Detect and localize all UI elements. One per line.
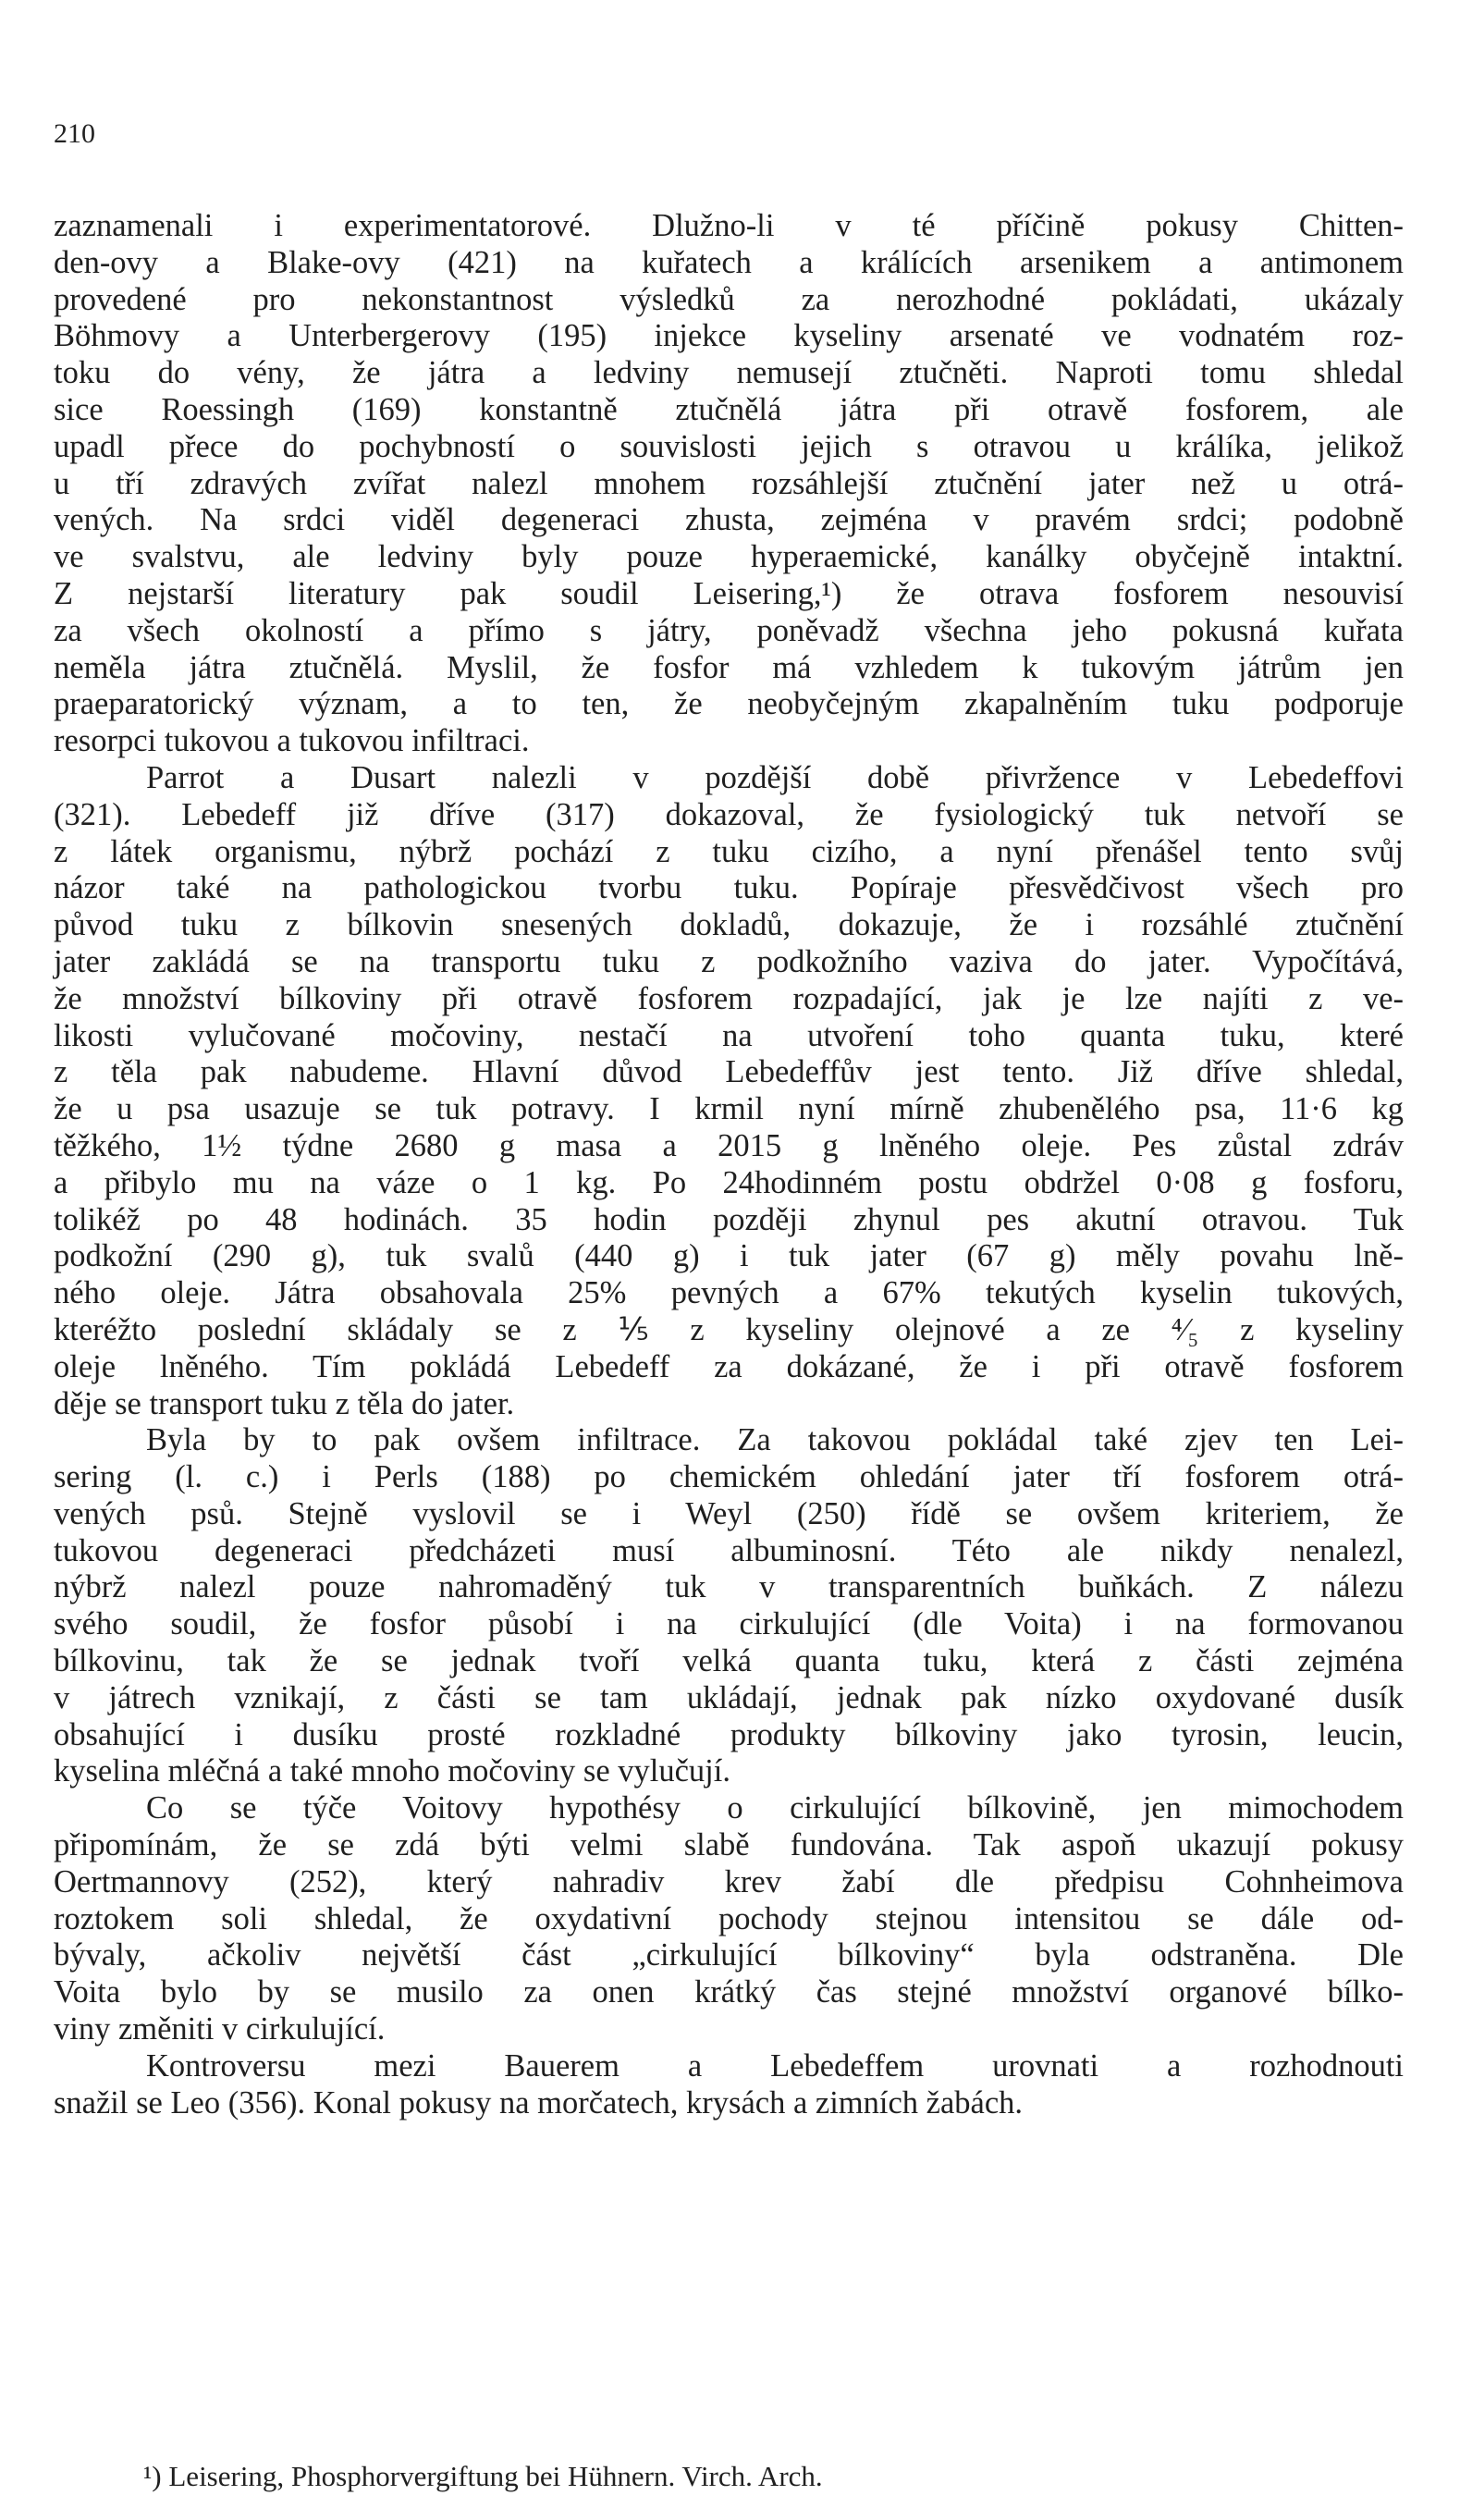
text-line: praeparatorický význam, a to ten, že neobyčejným zkapalněním tuku podporuje [54,686,1404,722]
text-line: Kontroversu mezi Bauerem a Lebedeffem urovnati a rozhodnouti [146,2047,1404,2084]
text-line: roztokem soli shledal, že oxydativní pochody stejnou intensitou se dále od- [54,1900,1404,1936]
text-line: názor také na pathologickou tvorbu tuku. Popíraje přesvědčivost všech pro [54,870,1404,906]
text-line: kyselina mléčná a také mnoho močoviny se vylučují. [54,1753,730,1789]
text-line: že u psa usazuje se tuk potravy. I krmil nyní mírně zhubenělého psa, 11·6 kg [54,1091,1404,1127]
text-line: ného oleje. Játra obsahovala 25% pevných a 67% tekutých kyselin tukových, [54,1275,1404,1311]
text-line: jater zakládá se na transportu tuku z podkožního vaziva do jater. Vypočítává, [54,943,1404,979]
text-line: připomínám, že se zdá býti velmi slabě fundována. Tak aspoň ukazují pokusy [54,1827,1404,1863]
text-line: původ tuku z bílkovin snesených dokladů, dokazuje, že i rozsáhlé ztučnění [54,907,1404,943]
text-line: Parrot a Dusart nalezli v pozdější době přivržence v Lebedeffovi [146,759,1404,795]
text-line: obsahující i dusíku prosté rozkladné produkty bílkoviny jako tyrosin, leucin, [54,1716,1404,1752]
text-line: u tří zdravých zvířat nalezl mnohem rozsáhlejší ztučnění jater než u otrá- [54,465,1404,501]
text-line: tolikéž po 48 hodinách. 35 hodin později zhynul pes akutní otravou. Tuk [54,1201,1404,1237]
text-line: viny změniti v cirkulující. [54,2011,386,2047]
text-line: oleje lněného. Tím pokládá Lebedeff za dokázané, že i při otravě fosforem [54,1348,1404,1384]
text-line: a přibylo mu na váze o 1 kg. Po 24hodinném postu obdržel 0·08 g fosforu, [54,1164,1404,1200]
text-line: provedené pro nekonstantnost výsledků za nerozhodné pokládati, ukázaly [54,281,1404,317]
page-number: 210 [54,118,95,149]
text-line: z těla pak nabudeme. Hlavní důvod Lebedeffův jest tento. Již dříve shledal, [54,1054,1404,1090]
text-line: snažil se Leo (356). Konal pokusy na morčatech, krysách a zimních žabách. [54,2084,1024,2120]
text-line: bývaly, ačkoliv největší část „cirkulující bílkoviny“ byla odstraněna. Dle [54,1937,1404,1973]
text-line: kteréžto poslední skládaly se z ⅕ z kyseliny olejnové a ze ⁴⁄₅ z kyseliny [54,1311,1404,1347]
text-line: Böhmovy a Unterbergerovy (195) injekce kyseliny arsenaté ve vodnatém roz- [54,318,1404,354]
text-line: sering (l. c.) i Perls (188) po chemickém ohledání jater tří fosforem otrá- [54,1459,1404,1495]
text-line: nýbrž nalezl pouze nahromaděný tuk v transparentních buňkách. Z nálezu [54,1569,1404,1605]
paragraph [54,1790,1404,2048]
text-line: Voita bylo by se musilo za onen krátký čas stejné množství organové bílko- [54,1974,1404,2010]
text-line: Oertmannovy (252), který nahradiv krev žabí dle předpisu Cohnheimova [54,1863,1404,1899]
text-line: že množství bílkoviny při otravě fosforem rozpadající, jak je lze najíti z ve- [54,980,1404,1016]
text-line: podkožní (290 g), tuk svalů (440 g) i tuk jater (67 g) měly povahu lně- [54,1238,1404,1274]
paragraph [54,2048,1404,2122]
text-line: zaznamenali i experimentatorové. Dlužno-li v té příčině pokusy Chitten- [54,208,1404,243]
text-line: den-ovy a Blake-ovy (421) na kuřatech a králících arsenikem a antimonem [54,244,1404,280]
text-line: v játrech vznikají, z části se tam ukládají, jednak pak nízko oxydované dusík [54,1679,1404,1715]
text-line: Co se týče Voitovy hypothésy o cirkulující bílkovině, jen mimochodem [146,1790,1404,1826]
text-line: upadl přece do pochybností o souvislosti jejich s otravou u králíka, jelikož [54,428,1404,464]
paragraph [54,1422,1404,1790]
text-line: těžkého, 1½ týdne 2680 g masa a 2015 g lněného oleje. Pes zůstal zdráv [54,1127,1404,1163]
text-line: tukovou degeneraci předcházeti musí albuminosní. Této ale nikdy nenalezl, [54,1532,1404,1568]
text-line: vených psů. Stejně vyslovil se i Weyl (250) řídě se ovšem kriteriem, že [54,1495,1404,1531]
paragraph [54,208,1404,760]
text-line: Byla by to pak ovšem infiltrace. Za takovou pokládal také zjev ten Lei- [146,1422,1404,1458]
footnote: ¹) Leisering, Phosphorvergiftung bei Hühnern. Virch. Arch. [143,2460,823,2492]
text-line: svého soudil, že fosfor působí i na cirkulující (dle Voita) i na formovanou [54,1606,1404,1642]
text-line: vených. Na srdci viděl degeneraci zhusta, zejména v pravém srdci; podobně [54,502,1404,538]
text-line: ve svalstvu, ale ledviny byly pouze hyperaemické, kanálky obyčejně intaktní. [54,539,1404,575]
text-line: neměla játra ztučnělá. Myslil, že fosfor má vzhledem k tukovým játrům jen [54,649,1404,685]
text-line: likosti vylučované močoviny, nestačí na utvoření toho quanta tuku, které [54,1017,1404,1053]
text-line: Z nejstarší literatury pak soudil Leisering,¹) že otrava fosforem nesouvisí [54,575,1404,611]
paragraph [54,760,1404,1422]
text-line: toku do vény, že játra a ledviny nemusejí ztučněti. Naproti tomu shledal [54,355,1404,391]
text-line: za všech okolností a přímo s játry, poněvadž všechna jeho pokusná kuřata [54,612,1404,648]
text-line: resorpci tukovou a tukovou infiltraci. [54,723,530,759]
text-line: děje se transport tuku z těla do jater. [54,1385,515,1421]
text-line: z látek organismu, nýbrž pochází z tuku cizího, a nyní přenášel tento svůj [54,833,1404,869]
text-line: (321). Lebedeff již dříve (317) dokazoval, že fysiologický tuk netvoří se [54,796,1404,832]
text-line: bílkovinu, tak že se jednak tvoří velká quanta tuku, která z části zejména [54,1643,1404,1679]
body-text [54,208,1404,2121]
text-line: sice Roessingh (169) konstantně ztučnělá játra při otravě fosforem, ale [54,391,1404,427]
